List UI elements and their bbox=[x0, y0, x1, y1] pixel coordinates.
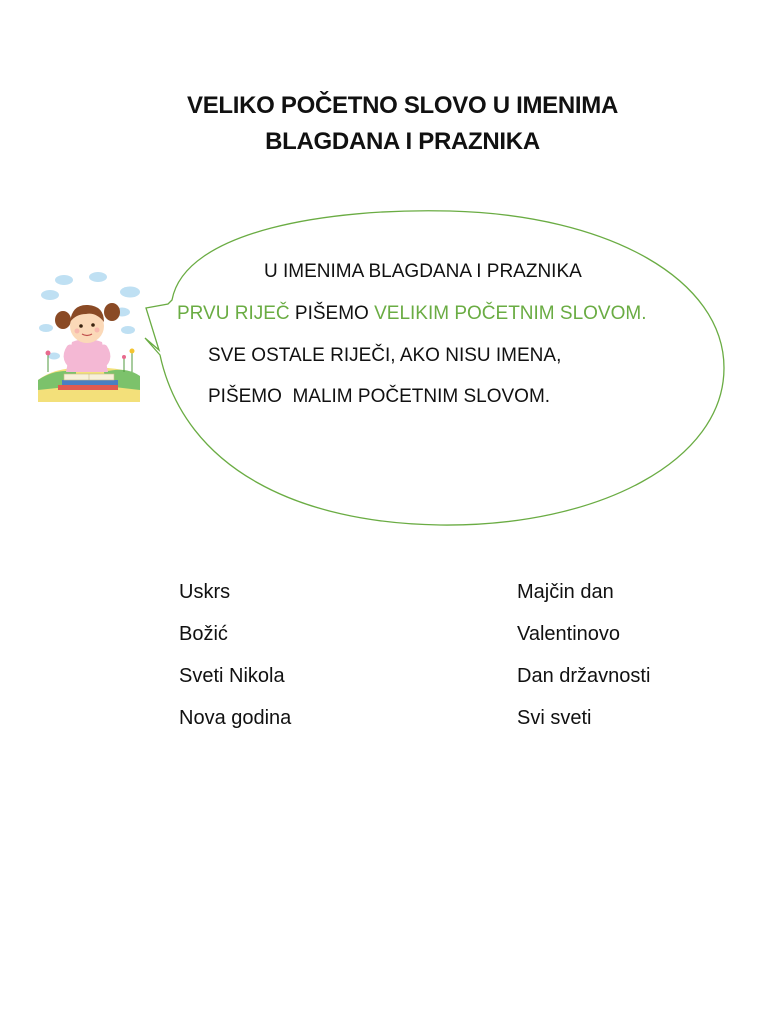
holiday-list-left bbox=[179, 580, 291, 748]
bubble-highlight-first-word: PRVU RIJEČ bbox=[177, 303, 290, 324]
list-item: Svi sveti bbox=[517, 707, 592, 729]
bubble-line-3: SVE OSTALE RIJEČI, AKO NISU IMENA, bbox=[208, 345, 562, 366]
bubble-line-1: U IMENIMA BLAGDANA I PRAZNIKA bbox=[264, 261, 582, 282]
list-item: Dan državnosti bbox=[517, 665, 651, 687]
title-line-2: BLAGDANA I PRAZNIKA bbox=[265, 128, 540, 155]
list-item: Sveti Nikola bbox=[179, 665, 285, 687]
list-item: Uskrs bbox=[179, 581, 231, 603]
list-item: Nova godina bbox=[179, 707, 292, 729]
holiday-list-right bbox=[517, 580, 650, 748]
bubble-highlight-capital-letter: VELIKIM POČETNIM SLOVOM. bbox=[374, 303, 647, 324]
bubble-line-2 bbox=[177, 302, 646, 326]
list-item: Majčin dan bbox=[517, 581, 614, 603]
bubble-line-2-text: PIŠEMO bbox=[289, 303, 375, 324]
list-item: Božić bbox=[179, 623, 228, 645]
list-item: Valentinovo bbox=[517, 623, 621, 645]
bubble-line-4: PIŠEMO MALIM POČETNIM SLOVOM. bbox=[208, 386, 551, 407]
title-line-1: VELIKO POČETNO SLOVO U IMENIMA bbox=[186, 92, 619, 119]
girl-reading-illustration bbox=[36, 268, 144, 404]
